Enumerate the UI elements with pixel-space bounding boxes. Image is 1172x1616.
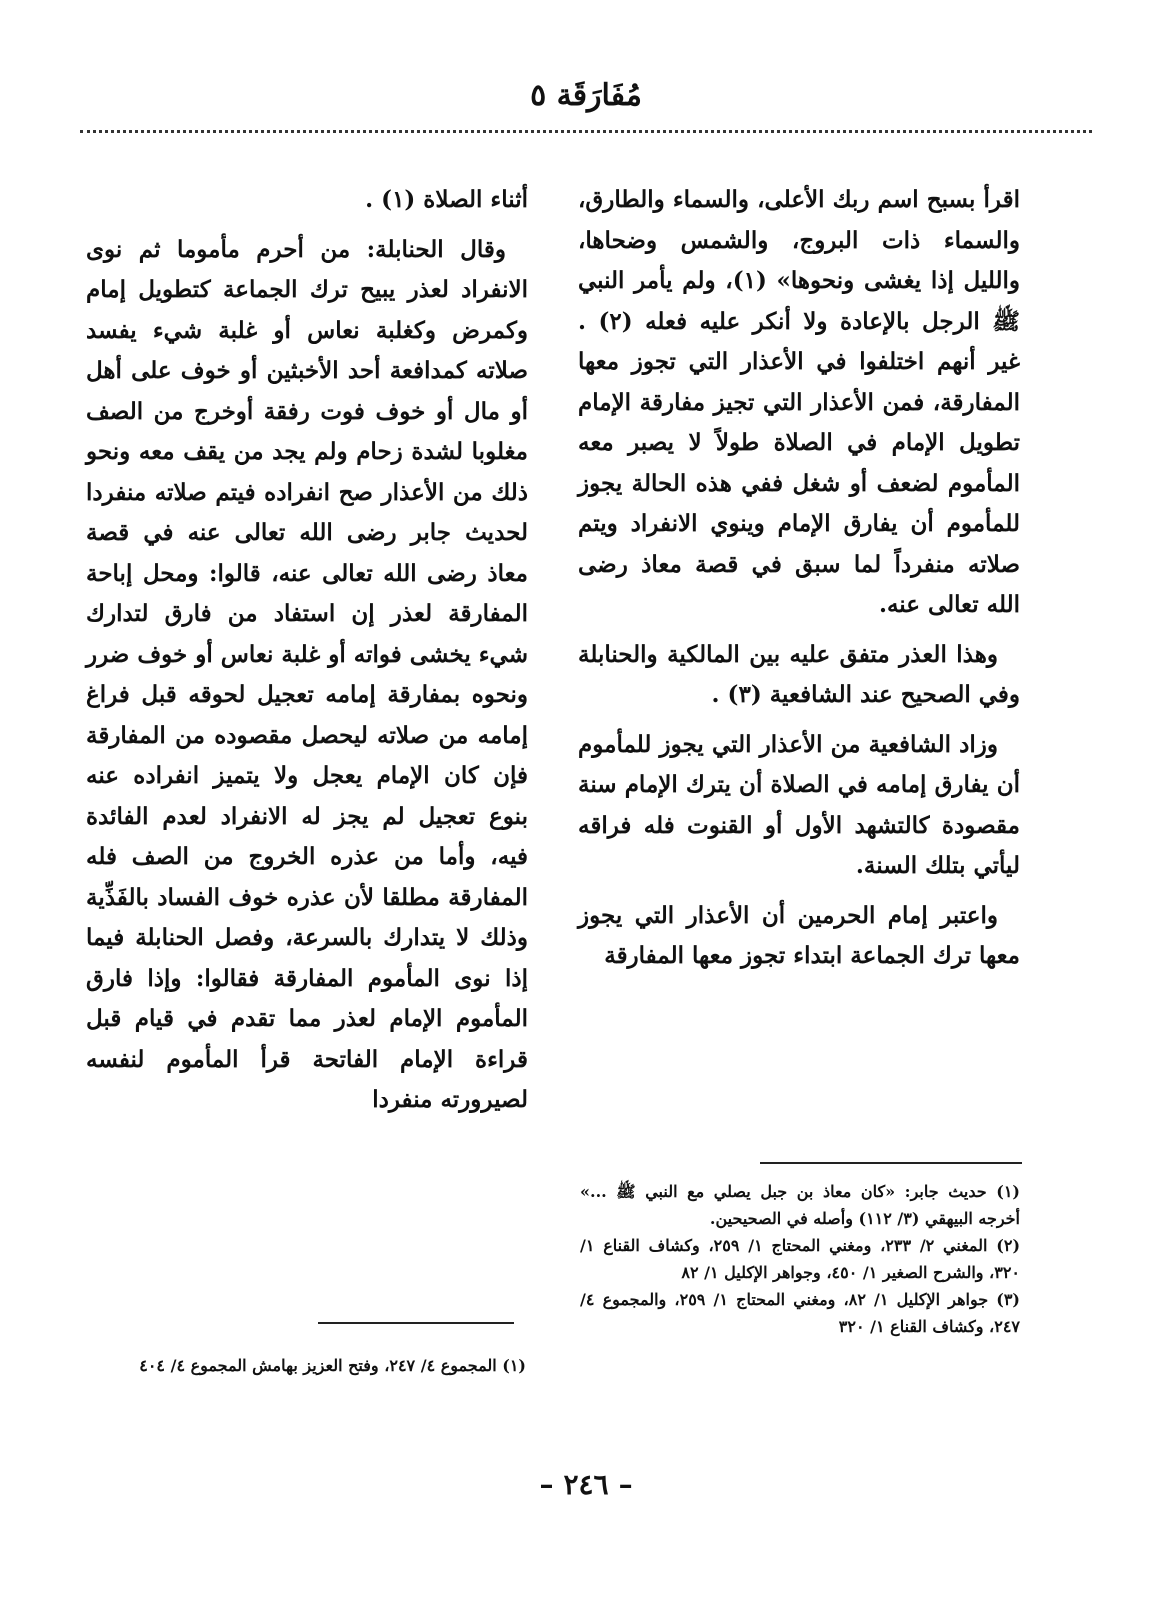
- footnote: (١) حديث جابر: «كان معاذ بن جبل يصلي مع النبي ﷺ ...» أخرجه البيهقي (٣/ ١١٢) وأصله في الصحيحين.: [580, 1182, 1020, 1228]
- left-column: [86, 180, 528, 1121]
- right-column: [578, 180, 1020, 977]
- paragraph: أثناء الصلاة (١) .: [365, 186, 528, 213]
- footnotes-left: [86, 1352, 526, 1379]
- page-number: ٢٤٦: [563, 1468, 609, 1501]
- paragraph: وزاد الشافعية من الأعذار التي يجوز للمأموم أن يفارق إمامه في الصلاة أن يترك الإمام سنة مقصودة كالتشهد الأول أو القنوت فله فراقه ليأتي بتلك السنة.: [578, 730, 1020, 879]
- page-title: [80, 78, 1092, 113]
- dash-icon: –: [618, 1468, 633, 1501]
- dash-icon: –: [539, 1468, 554, 1501]
- paragraph: وهذا العذر متفق عليه بين المالكية والحنابلة وفي الصحيح عند الشافعية (٣) .: [578, 640, 1020, 708]
- paragraph: واعتبر إمام الحرمين أن الأعذار التي يجوز معها ترك الجماعة ابتداء تجوز معها المفارقة: [578, 901, 1020, 969]
- footnote: (٣) جواهر الإكليل ١/ ٨٢، ومغني المحتاج ١/ ٢٥٩، والمجموع ٤/ ٢٤٧، وكشاف القناع ١/ ٣٢٠: [580, 1290, 1020, 1336]
- footnote-divider: [760, 1162, 1022, 1164]
- footnote: (١) المجموع ٤/ ٢٤٧، وفتح العزيز بهامش المجموع ٤/ ٤٠٤: [139, 1356, 526, 1375]
- footnote-divider: [318, 1322, 514, 1324]
- footnote: (٢) المغني ٢/ ٢٣٣، ومغني المحتاج ١/ ٢٥٩، وكشاف القناع ١/ ٣٢٠، والشرح الصغير ١/ ٤٥٠، وجواهر الإكليل ١/ ٨٢: [580, 1236, 1021, 1282]
- footnotes-right: [580, 1178, 1020, 1340]
- page-number-container: [0, 1468, 1172, 1501]
- header-divider: [80, 130, 1092, 133]
- paragraph: وقال الحنابلة: من أحرم مأموما ثم نوى الانفراد لعذر يبيح ترك الجماعة كتطويل إمام وكمرض وكغلبة نعاس أو غلبة شيء يفسد صلاته كمدافعة أحد الأخبثين أو خوف على أهل أو مال أو خوف فوت رفقة أوخرج من الصف مغلوبا لشدة زحام ولم يجد من يقف معه ونحو ذلك من الأعذار صح انفراده فيتم صلاته منفردا لحديث جابر رضى الله تعالى عنه في قصة معاذ رضى الله تعالى عنه، قالوا: ومحل إباحة المفارقة لعذر إن استفاد من فارق لتدارك شيء يخشى فواته أو غلبة نعاس أو خوف ضرر ونحوه بمفارقة إمامه تعجيل لحوقه قبل فراغ إمامه من صلاته ليحصل مقصوده من المفارقة فإن كان الإمام يعجل ولا يتميز انفراده عنه بنوع تعجيل لم يجز له الانفراد لعدم الفائدة فيه، وأما من عذره الخروج من الصف فله المفارقة مطلقا لأن عذره خوف الفساد بالفَذِّية وذلك لا يتدارك بالسرعة، وفصل الحنابلة فيما إذا نوى المأموم المفارقة فقالوا: وإذا فارق المأموم الإمام لعذر مما تقدم في قيام قبل قراءة الإمام الفاتحة قرأ المأموم لنفسه لصيرورته منفردا: [85, 235, 528, 1113]
- paragraph: اقرأ بسبح اسم ربك الأعلى، والسماء والطارق، والسماء ذات البروج، والشمس وضحاها، والليل إذا يغشى ونحوها» (١)، ولم يأمر النبي ﷺ الرجل بالإعادة ولا أنكر عليه فعله (٢) . غير أنهم اختلفوا في الأعذار التي تجوز معها المفارقة، فمن الأعذار التي تجيز مفارقة الإمام تطويل الإمام في الصلاة طولاً لا يصبر معه المأموم لضعف أو شغل ففي هذه الحالة يجوز للمأموم أن يفارق الإمام وينوي الانفراد ويتم صلاته منفرداً لما سبق في قصة معاذ رضى الله تعالى عنه.: [578, 186, 1020, 618]
- section-title: مُفَارَقَة ٥: [530, 78, 642, 113]
